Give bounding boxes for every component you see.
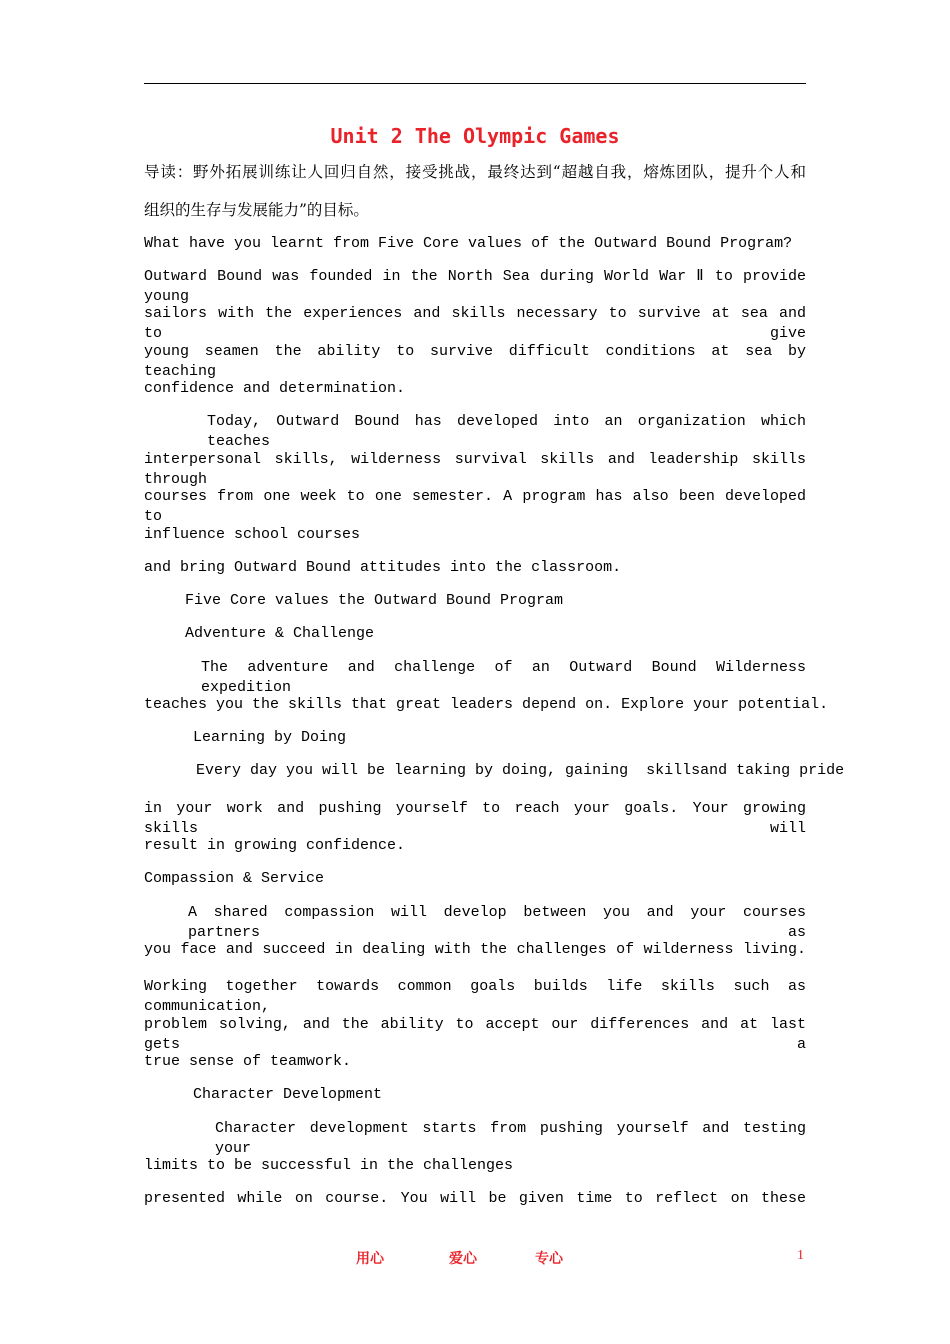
footer-label-1: 用心 [356,1251,384,1267]
body-line: you face and succeed in dealing with the challenges of wilderness living. [144,941,806,958]
body-line: in your work and pushing yourself to reach your goals. Your growing skills will [144,800,806,837]
body-line: sailors with the experiences and skills necessary to survive at sea and to give [144,305,806,342]
body-line: Outward Bound was founded in the North Sea during World War Ⅱ to provide young [144,268,806,305]
body-line: Every day you will be learning by doing, gaining skillsand taking pride [196,762,845,779]
section-heading: Adventure & Challenge [185,625,375,642]
body-line: influence school courses [144,526,361,543]
footer-label-3: 专心 [535,1251,563,1267]
body-line: young seamen the ability to survive difficult conditions at sea by teaching [144,343,806,380]
body-line: A shared compassion will develop between you and your courses partners as [188,904,806,941]
section-heading: Five Core values the Outward Bound Program [185,592,564,609]
section-heading: Character Development [193,1086,383,1103]
page-number: 1 [797,1248,804,1263]
body-line: true sense of teamwork. [144,1053,352,1070]
body-line: result in growing confidence. [144,837,406,854]
body-line: interpersonal skills, wilderness survival skills and leadership skills through [144,451,806,488]
body-line: and bring Outward Bound attitudes into the classroom. [144,559,622,576]
header-rule [144,83,806,84]
body-line: teaches you the skills that great leaders depend on. Explore your potential. [144,696,829,713]
footer-label-2: 爱心 [449,1251,477,1267]
body-line: Today, Outward Bound has developed into an organization which teaches [207,413,806,450]
intro-line-2: 组织的生存与发展能力”的目标。 [144,201,369,219]
body-line: Character development starts from pushing yourself and testing your [215,1120,806,1157]
body-line: What have you learnt from Five Core values of the Outward Bound Program? [144,235,793,252]
intro-line-1: 导读：野外拓展训练让人回归自然，接受挑战，最终达到“超越自我，熔炼团队，提升个人和 [144,163,806,181]
page-title: Unit 2 The Olympic Games [330,124,620,148]
body-line: presented while on course. You will be given time to reflect on these [144,1190,806,1207]
section-heading: Compassion & Service [144,870,325,887]
body-line: courses from one week to one semester. A program has also been developed to [144,488,806,525]
body-line: confidence and determination. [144,380,406,397]
body-line: limits to be successful in the challenges [144,1157,514,1174]
body-line: Working together towards common goals builds life skills such as communication, [144,978,806,1015]
body-line: problem solving, and the ability to accept our differences and at last gets a [144,1016,806,1053]
body-line: The adventure and challenge of an Outward Bound Wilderness expedition [201,659,806,696]
section-heading: Learning by Doing [193,729,347,746]
